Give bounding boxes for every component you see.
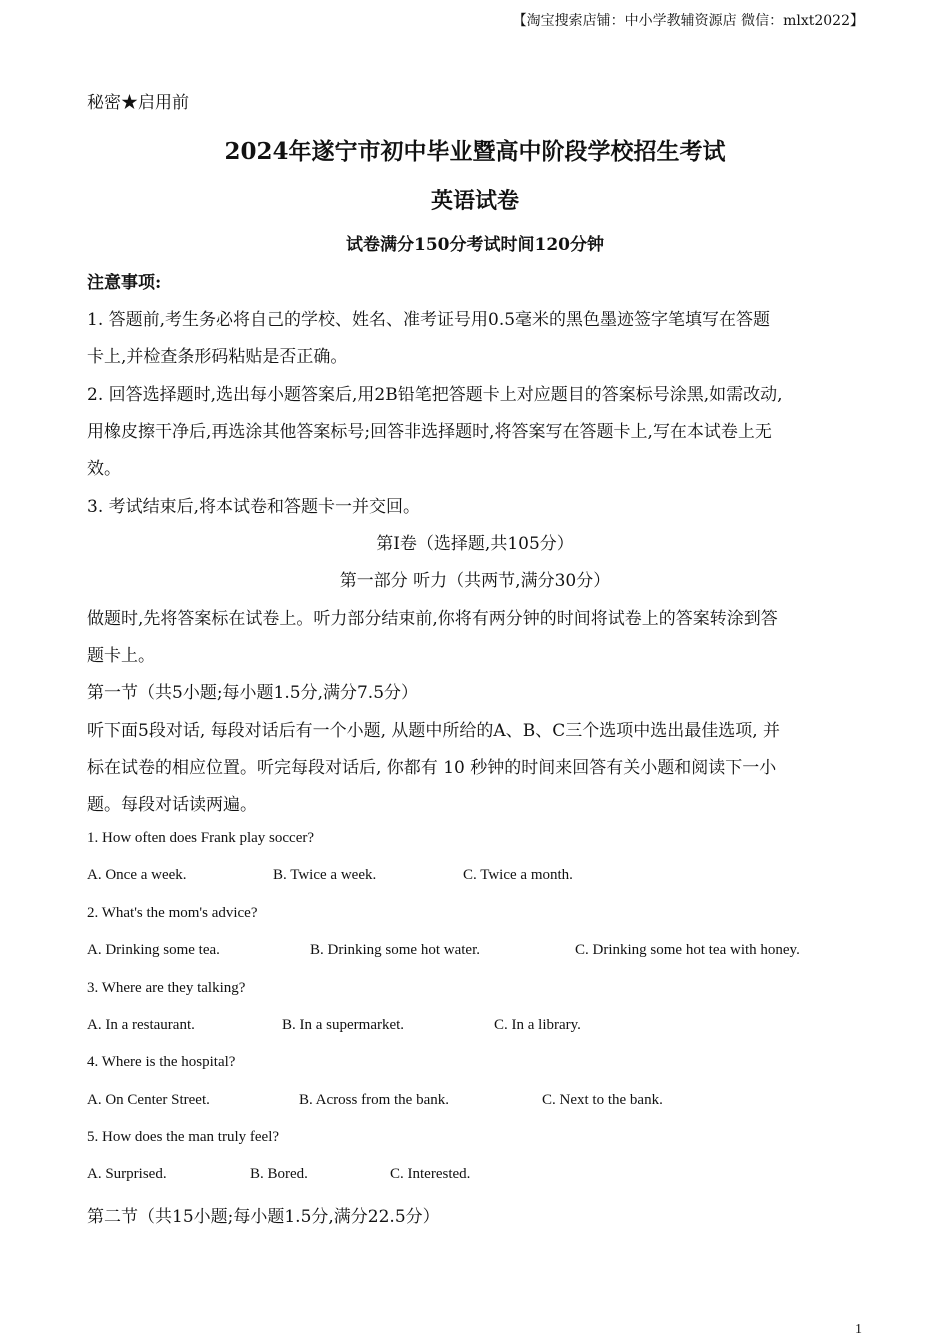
question-4-option-b: B. Across from the bank. <box>299 1092 449 1108</box>
note-2-line-3: 效。 <box>87 459 121 479</box>
note-2-line-2: 用橡皮擦干净后,再选涂其他答案标号;回答非选择题时,将答案写在答题卡上,写在本试卷上无 <box>87 422 772 442</box>
note-1-line-2: 卡上,并检查条形码粘贴是否正确。 <box>87 347 348 367</box>
question-3-option-c: C. In a library. <box>494 1017 581 1033</box>
question-5-option-a: A. Surprised. <box>87 1166 167 1182</box>
section-1-heading: 第一节（共5小题;每小题1.5分,满分7.5分） <box>87 683 419 703</box>
question-1-option-b: B. Twice a week. <box>273 867 377 883</box>
section-1-instruction-line-3: 题。每段对话读两遍。 <box>87 795 257 815</box>
note-2-line-1: 2. 回答选择题时,选出每小题答案后,用2B铅笔把答题卡上对应题目的答案标号涂黑,如需改动, <box>87 385 783 405</box>
part-heading: 第一部分 听力（共两节,满分30分） <box>339 571 611 591</box>
question-1-option-c: C. Twice a month. <box>463 867 573 883</box>
part-instruction-line-2: 题卡上。 <box>87 646 155 666</box>
section-2-heading: 第二节（共15小题;每小题1.5分,满分22.5分） <box>87 1207 440 1227</box>
question-2-option-b: B. Drinking some hot water. <box>310 942 480 958</box>
section-1-instruction-line-1: 听下面5段对话, 每段对话后有一个小题, 从题中所给的A、B、C三个选项中选出最佳选项, 并 <box>87 721 781 741</box>
note-1-line-1: 1. 答题前,考生务必将自己的学校、姓名、准考证号用0.5毫米的黑色墨迹签字笔填写在答题 <box>87 310 771 330</box>
question-1-option-a: A. Once a week. <box>87 867 187 883</box>
exam-subject: 英语试卷 <box>430 188 519 214</box>
secret-label: 秘密★启用前 <box>87 93 189 113</box>
question-4: 4. Where is the hospital? <box>87 1054 236 1070</box>
page-number: 1 <box>855 1322 862 1337</box>
question-3: 3. Where are they talking? <box>87 980 246 996</box>
exam-title: 2024年遂宁市初中毕业暨高中阶段学校招生考试 <box>224 138 726 165</box>
question-5-option-b: B. Bored. <box>250 1166 308 1182</box>
notes-heading: 注意事项: <box>87 273 162 293</box>
question-5-option-c: C. Interested. <box>390 1166 471 1182</box>
question-1: 1. How often does Frank play soccer? <box>87 830 315 846</box>
question-4-option-c: C. Next to the bank. <box>542 1092 663 1108</box>
note-3-line-1: 3. 考试结束后,将本试卷和答题卡一并交回。 <box>87 497 421 517</box>
question-4-option-a: A. On Center Street. <box>87 1092 210 1108</box>
question-3-option-a: A. In a restaurant. <box>87 1017 195 1033</box>
question-3-option-b: B. In a supermarket. <box>282 1017 405 1033</box>
section-1-instruction-line-2: 标在试卷的相应位置。听完每段对话后, 你都有 10 秒钟的时间来回答有关小题和阅读下一小 <box>87 758 777 778</box>
exam-info: 试卷满分150分考试时间120分钟 <box>346 235 604 255</box>
question-2-option-c: C. Drinking some hot tea with honey. <box>575 942 800 958</box>
question-5: 5. How does the man truly feel? <box>87 1129 280 1145</box>
header-note: 【淘宝搜索店铺：中小学教辅资源店 微信：mlxt2022】 <box>512 13 864 29</box>
question-2-option-a: A. Drinking some tea. <box>87 942 220 958</box>
part-instruction-line-1: 做题时,先将答案标在试卷上。听力部分结束前,你将有两分钟的时间将试卷上的答案转涂到答 <box>87 609 778 629</box>
question-2: 2. What's the mom's advice? <box>87 905 258 921</box>
volume-heading: 第Ⅰ卷（选择题,共105分） <box>376 534 574 554</box>
